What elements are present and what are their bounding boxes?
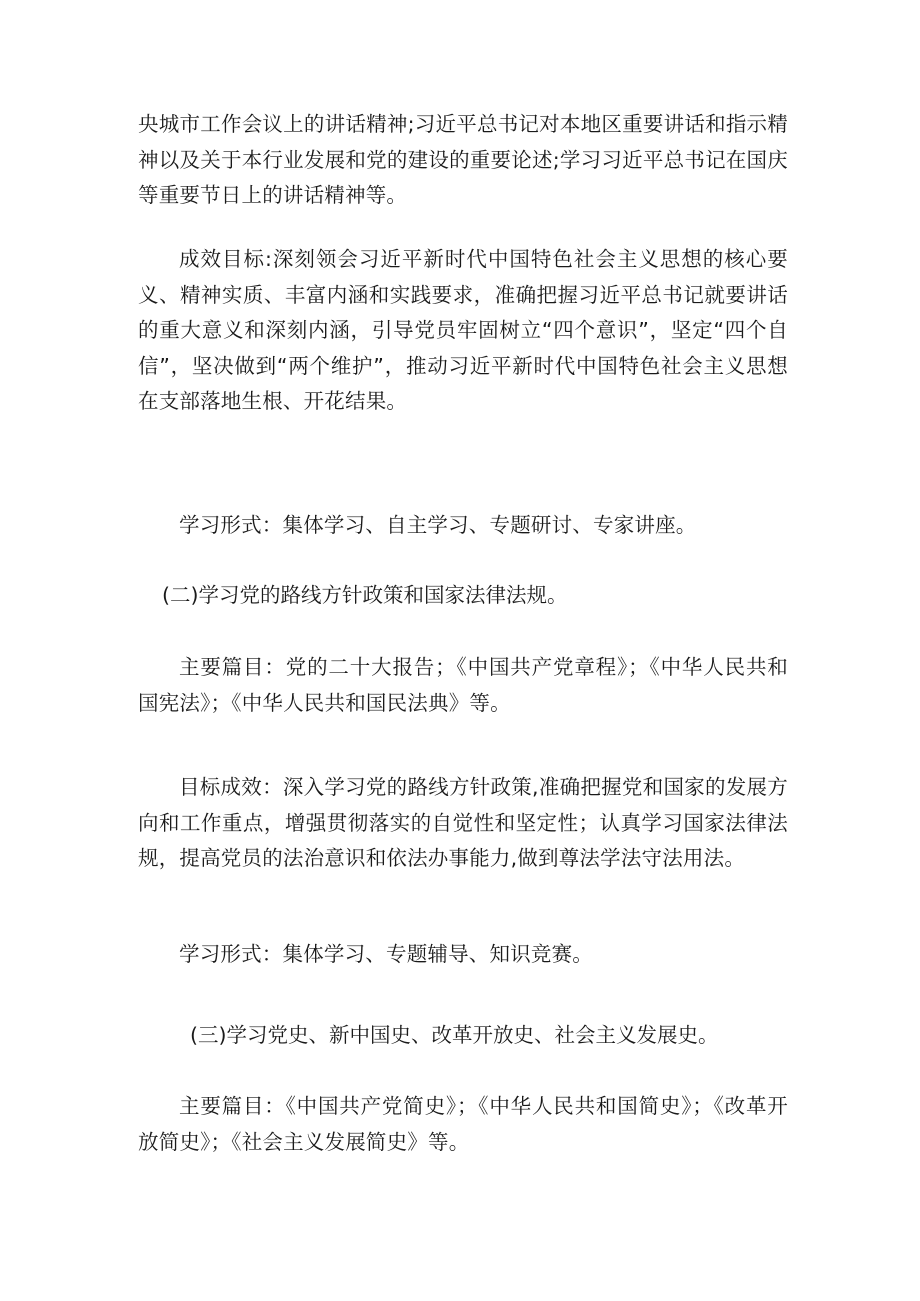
paragraph-main-readings-1: 主要篇目：党的二十大报告；《中国共产党章程》；《中华人民共和国宪法》；《中华人民共和国民法典》等。	[138, 655, 788, 715]
section-heading-3: (三)学习党史、新中国史、改革开放史、社会主义发展史。	[190, 1023, 719, 1047]
section-heading-2: (二)学习党的路线方针政策和国家法律法规。	[162, 583, 568, 607]
paragraph-study-format-2: 学习形式：集体学习、专题辅导、知识竞赛。	[179, 942, 593, 966]
paragraph-target-effects: 目标成效：深入学习党的路线方针政策,准确把握党和国家的发展方向和工作重点，增强贯彻落实的自觉性和坚定性；认真学习国家法律法规，提高党员的法治意识和依法办事能力,做到尊法学法守法用法。	[138, 775, 788, 870]
paragraph-study-format-1: 学习形式：集体学习、自主学习、专题研讨、专家讲座。	[179, 513, 697, 537]
paragraph-achievement-goals: 成效目标:深刻领会习近平新时代中国特色社会主义思想的核心要义、精神实质、丰富内涵和实践要求，准确把握习近平总书记就要讲话的重大意义和深刻内涵，引导党员牢固树立“四个意识”，坚定“四个自信”，坚决做到“两个维护”，推动习近平新时代中国特色社会主义思想在支部落地生根、开花结果。	[138, 247, 788, 413]
paragraph-speech-spirit: 央城市工作会议上的讲话精神;习近平总书记对本地区重要讲话和指示精神以及关于本行业发展和党的建设的重要论述;学习习近平总书记在国庆等重要节日上的讲话精神等。	[138, 112, 788, 207]
paragraph-main-readings-2: 主要篇目：《中国共产党简史》；《中华人民共和国简史》；《改革开放简史》；《社会主义发展简史》等。	[138, 1094, 788, 1154]
